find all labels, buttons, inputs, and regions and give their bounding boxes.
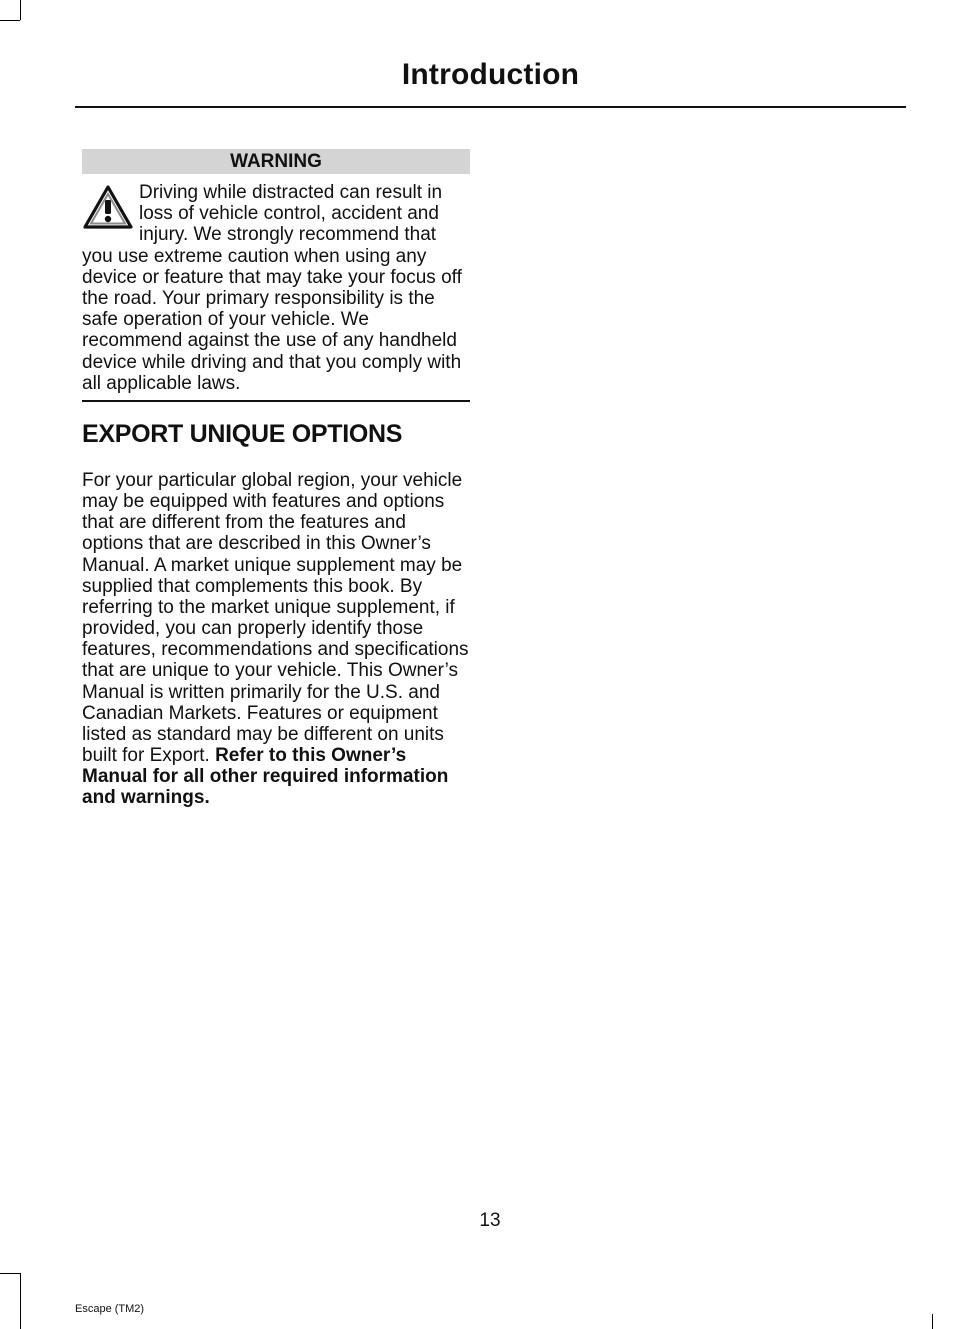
body-text: For your particular global region, your vehicle may be equipped with features and options that are different from the features and options that are described in this Owner’s Manual. A market unique supplement may be supplied that complements this book. By referring to the market unique supplement, if provided, you can properly identify those features, recommendations and specifications that are unique to your vehicle. This Owner’s Manual is written primarily for the U.S. and Canadian Markets. Features or equipment listed as standard may be different on units built for Export. (82, 470, 469, 767)
crop-mark (932, 1314, 933, 1329)
warning-body (82, 182, 470, 394)
warning-triangle-icon (82, 184, 134, 230)
warning-header: WARNING (82, 149, 470, 174)
body-paragraph (82, 470, 472, 809)
crop-mark (20, 0, 21, 20)
crop-mark (20, 1273, 21, 1329)
footer-label: Escape (TM2) (75, 1303, 145, 1315)
page-title: Introduction (401, 58, 580, 91)
title-divider (75, 106, 906, 108)
page-number: 13 (479, 1210, 501, 1231)
crop-mark (0, 1273, 20, 1274)
warning-divider (82, 400, 470, 402)
section-heading: EXPORT UNIQUE OPTIONS (82, 420, 403, 448)
warning-box (82, 149, 470, 402)
crop-mark (0, 20, 20, 21)
warning-text: Driving while distracted can result in loss of vehicle control, accident and injury. We strongly recommend that you use extreme caution when using any device or feature that may take your focus off the road. Your primary responsibility is the safe operation of your vehicle. We recommend against the use of any handheld device while driving and that you comply with all applicable laws. (82, 182, 462, 394)
body-bold-text: Refer to this Owner’s Manual for all other required information and warnings. (82, 745, 449, 809)
